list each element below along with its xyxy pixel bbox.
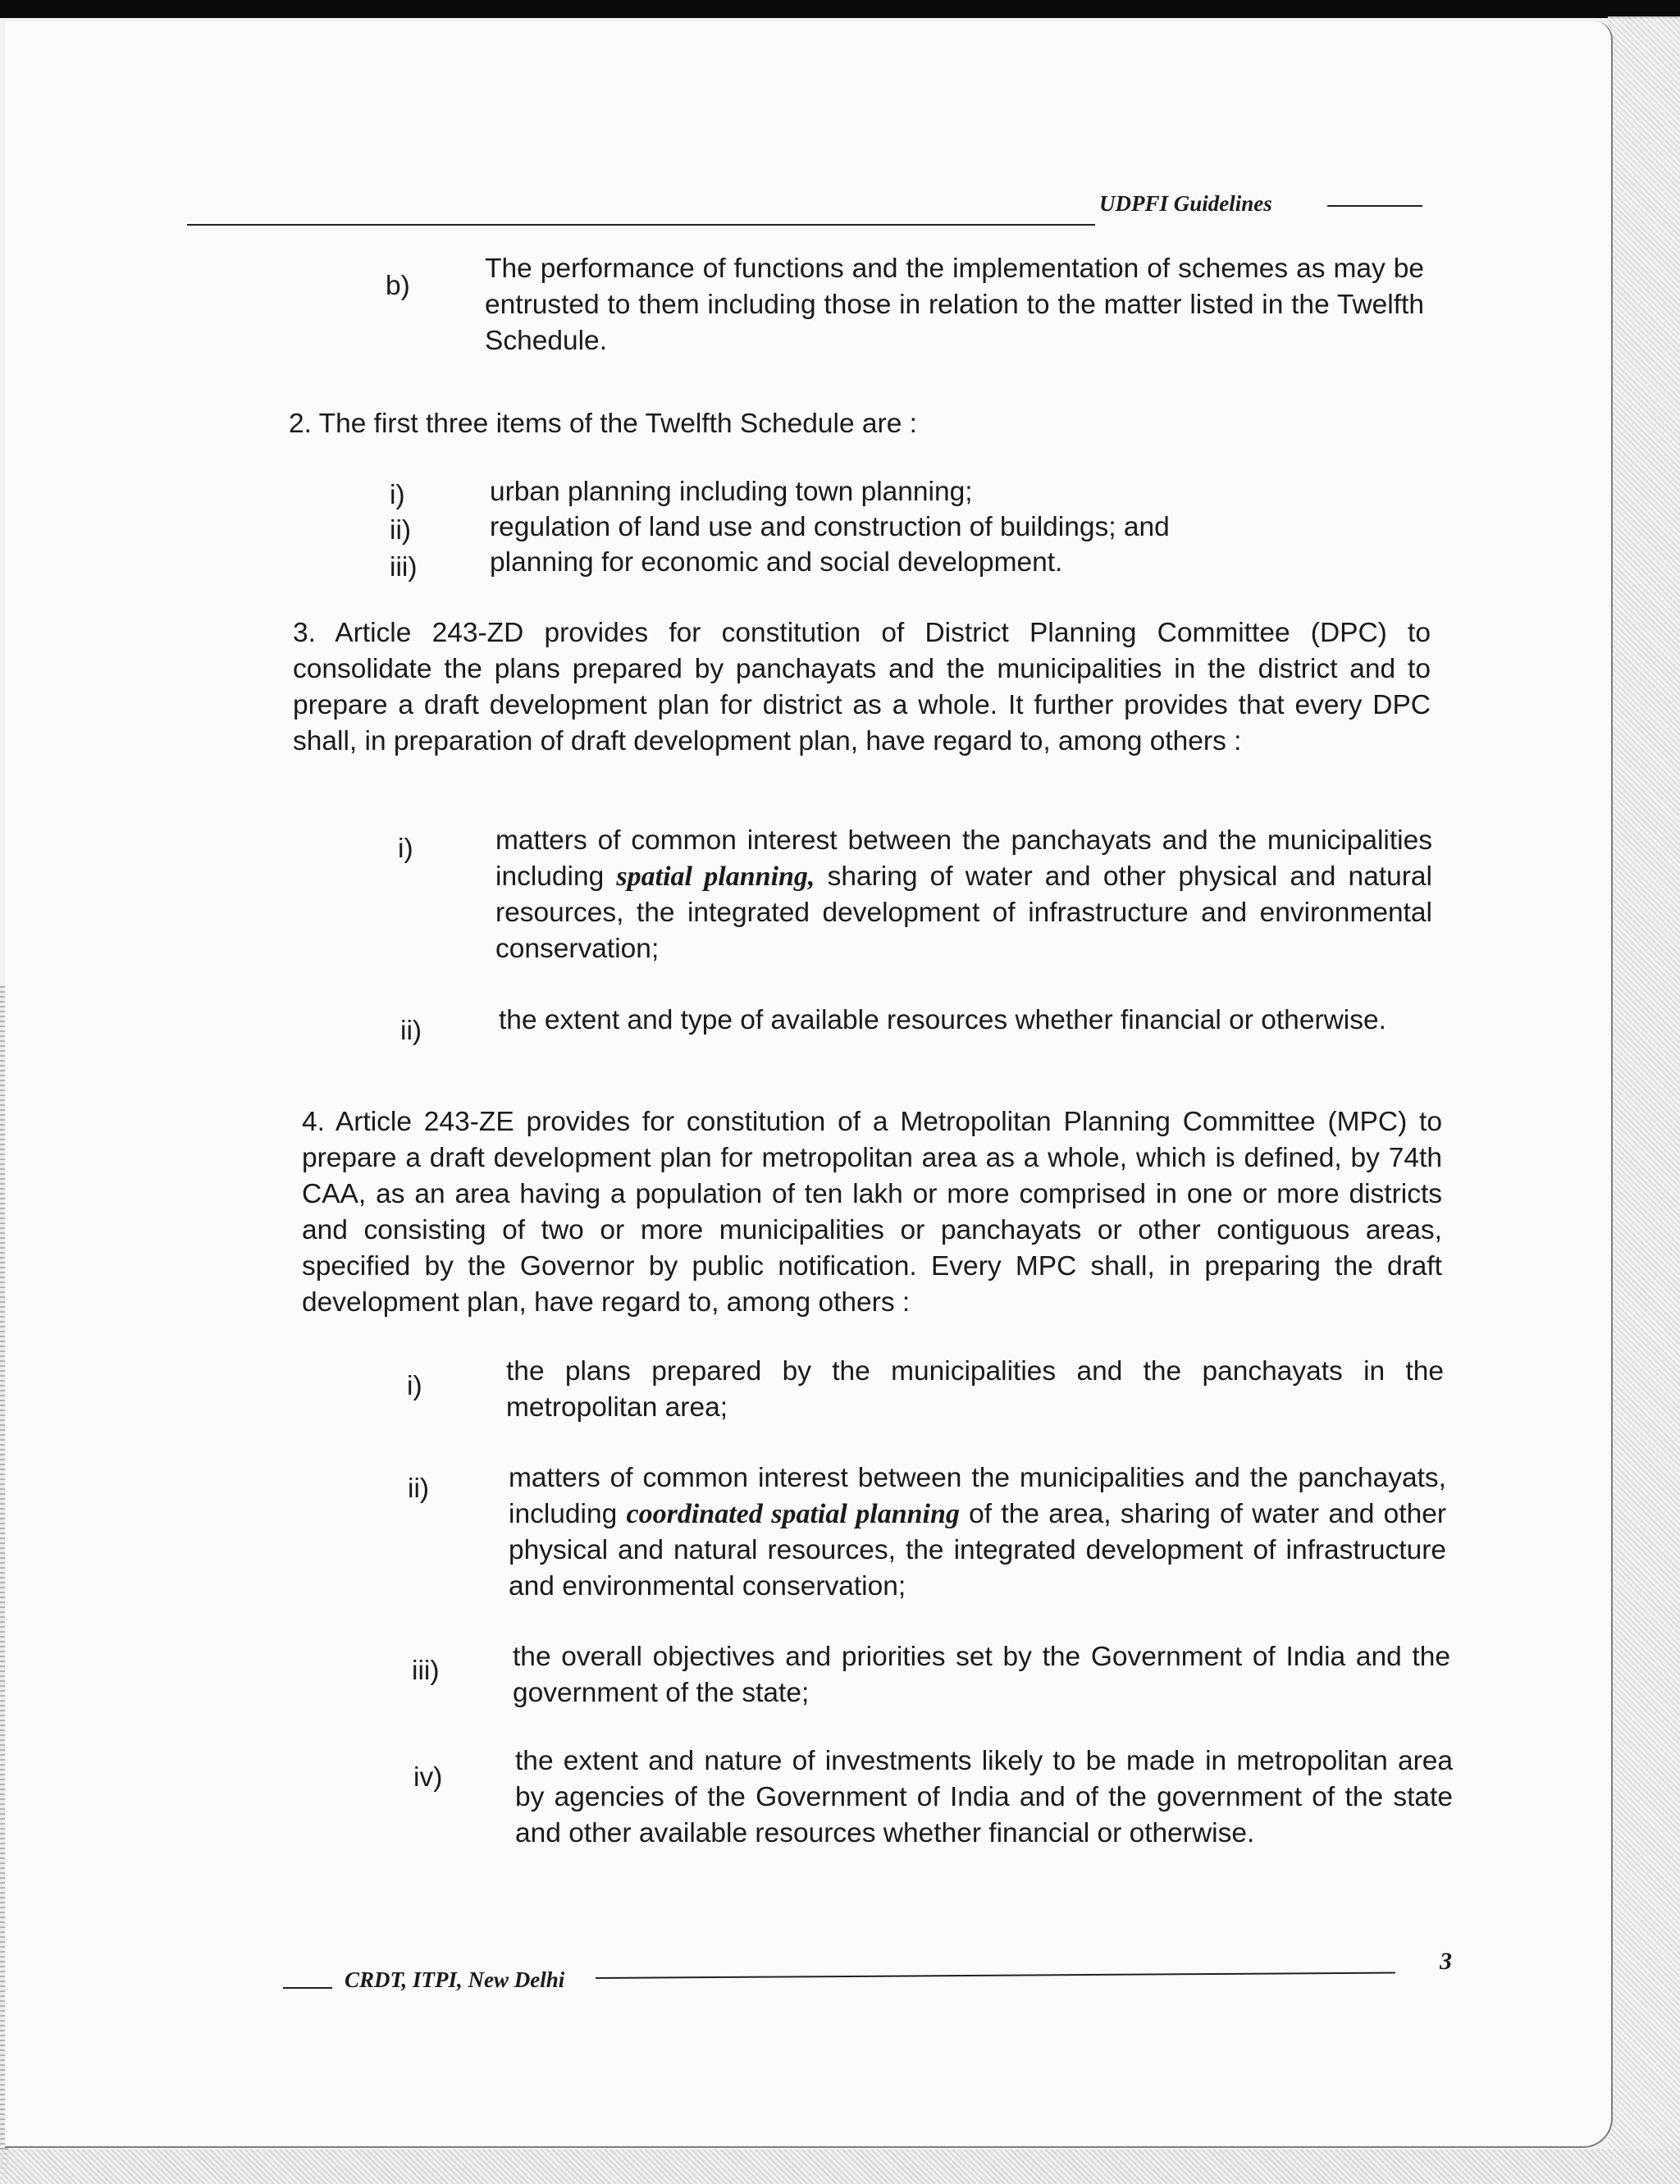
- item-b-label: b): [386, 271, 410, 301]
- page-number: 3: [1440, 1948, 1452, 1975]
- section-2-item-2-label: ii): [390, 515, 412, 546]
- section-3-item-1-label: i): [398, 834, 413, 864]
- section-2-item-3-label: iii): [390, 552, 418, 583]
- spatial-planning-emphasis: spatial planning,: [616, 861, 815, 892]
- running-footer: CRDT, ITPI, New Delhi: [345, 1967, 565, 1992]
- section-4-item-2-text: matters of common interest between the municipalities and the panchayats, including coordinated spatial planning of the area, sharing of water and other physical and natural resources, the integrated development of infrastructure and environmental conservation;: [509, 1463, 1446, 1601]
- running-header: UDPFI Guidelines: [1099, 191, 1272, 216]
- section-4-item-3-label: iii): [412, 1656, 440, 1686]
- section-4-item-1-label: i): [407, 1371, 422, 1401]
- scan-top-border: [0, 0, 1680, 18]
- section-4-item-3-text: the overall objectives and priorities set by the Government of India and the government of the state;: [513, 1642, 1450, 1708]
- section-2-item-3-text: planning for economic and social development.: [490, 547, 1063, 578]
- header-rule-right: [1327, 205, 1422, 207]
- section-2-item-2-text: regulation of land use and construction of buildings; and: [490, 512, 1170, 542]
- section-4-item-2-label: ii): [408, 1474, 430, 1504]
- section-3-intro: 3. Article 243-ZD provides for constitution of District Planning Committee (DPC) to consolidate the plans prepared by panchayats and the municipalities in the district and to prepare a draft development plan for district as a whole. It further provides that every DPC shall, in preparation of draft development plan, have regard to, among others :: [293, 618, 1431, 756]
- section-4-item-4-label: iv): [413, 1762, 443, 1793]
- section-3-item-2-text: the extent and type of available resources whether financial or otherwise.: [499, 1005, 1386, 1035]
- scan-bottom-edge: [0, 2150, 1680, 2184]
- section-3-item-1-text: matters of common interest between the panchayats and the municipalities including spatial planning, sharing of water and other physical and natural resources, the integrated development of infrastructure and environmental conservation;: [495, 825, 1432, 964]
- header-rule-left: [187, 224, 1095, 226]
- scan-right-edge: [1608, 16, 1680, 2150]
- section-3-item-2-label: ii): [400, 1016, 422, 1046]
- section-2-item-1-text: urban planning including town planning;: [490, 477, 973, 507]
- section-4-intro: 4. Article 243-ZE provides for constitution of a Metropolitan Planning Committee (MPC) to prepare a draft development plan for metropolitan area as a whole, which is defined, by 74th CAA, as an area having a population of ten lakh or more comprised in one or more districts and consisting of two or more municipalities or panchayats or other contiguous areas, specified by the Governor by public notification. Every MPC shall, in preparing the draft development plan, have regard to, among others :: [302, 1107, 1442, 1318]
- section-4-item-1-text: the plans prepared by the municipalities and the panchayats in the metropolitan area;: [506, 1356, 1444, 1423]
- section-2-item-1-label: i): [390, 480, 405, 510]
- section-2-intro: 2. The first three items of the Twelfth Schedule are :: [289, 409, 917, 439]
- section-4-item-4-text: the extent and nature of investments likely to be made in metropolitan area by agencies of the Government of India and of the government of the state and other available resources whether financial or otherwise.: [515, 1746, 1453, 1848]
- coordinated-spatial-planning-emphasis: coordinated spatial planning: [626, 1499, 960, 1529]
- footer-rule-left: [283, 1987, 332, 1989]
- item-b-text: The performance of functions and the implementation of schemes as may be entrusted to them including those in relation to the matter listed in the Twelfth Schedule.: [485, 254, 1424, 356]
